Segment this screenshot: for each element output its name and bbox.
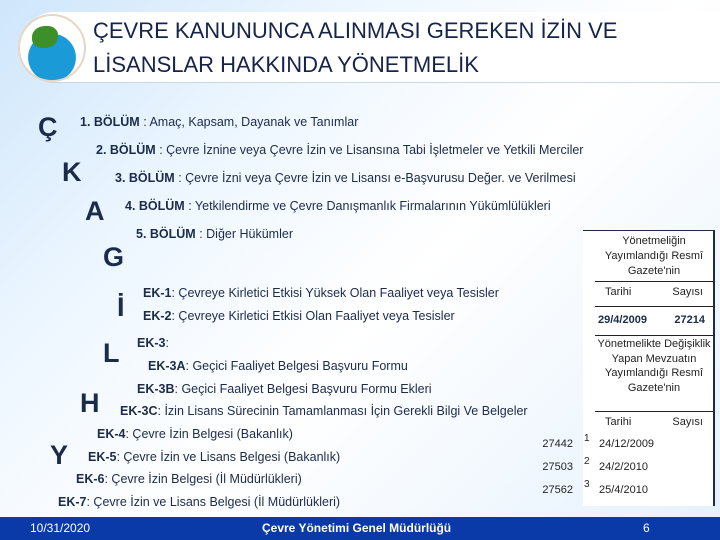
- section-text: : Çevre İzin Belgesi (İl Müdürlükleri): [104, 472, 302, 486]
- gazette-table: [542, 230, 715, 506]
- ministry-logo: [18, 14, 86, 82]
- section-text: : Geçici Faaliyet Belgesi Başvuru Formu: [185, 359, 408, 373]
- section-item: [58, 495, 340, 509]
- section-text: : Amaç, Kapsam, Dayanak ve Tanımlar: [139, 115, 359, 129]
- section-text: : Çevreye Kirletici Etkisi Olan Faaliyet veya Tesisler: [171, 309, 455, 323]
- section-label: 3. BÖLÜM: [115, 171, 175, 185]
- title-line-2: LİSANSLAR HAKKINDA YÖNETMELİK: [93, 52, 479, 77]
- col-no-2: Sayısı: [672, 416, 703, 428]
- section-label: 2. BÖLÜM: [96, 143, 156, 157]
- acronym-letter: G: [103, 242, 125, 272]
- section-label: EK-7: [58, 495, 87, 509]
- section-text: : Çevreye Kirletici Etkisi Yüksek Olan Faaliyet veya Tesisler: [171, 286, 499, 300]
- section-label: 1. BÖLÜM: [80, 115, 140, 129]
- section-label: EK-1: [143, 286, 172, 300]
- section-item: [120, 404, 528, 418]
- section-label: EK-4: [97, 427, 126, 441]
- section-item: [137, 382, 432, 396]
- section-item: [125, 199, 551, 213]
- section-text: : Çevre İzin ve Lisans Belgesi (Bakanlık): [116, 450, 341, 464]
- section-label: EK-3: [137, 336, 166, 350]
- acronym-letter: İ: [117, 292, 125, 322]
- table-header-1: Yönetmeliğin Yayımlandığı Resmî Gazete'nin: [604, 235, 704, 277]
- section-label: 5. BÖLÜM: [136, 227, 196, 241]
- col-date-2: Tarihi: [605, 416, 632, 428]
- section-label: EK-3C: [120, 404, 158, 418]
- section-label: EK-3B: [137, 382, 175, 396]
- row-no: 27442: [542, 438, 573, 450]
- section-label: EK-3A: [148, 359, 186, 373]
- section-label: 4. BÖLÜM: [125, 199, 185, 213]
- acronym-letter: L: [103, 338, 120, 368]
- title-line-1: ÇEVRE KANUNUNCA ALINMASI GEREKEN İZİN VE: [93, 18, 618, 43]
- section-text: : İzin Lisans Sürecinin Tamamlanması İçin Gerekli Bilgi Ve Belgeler: [157, 404, 528, 418]
- acronym-letter: Ç: [38, 112, 58, 142]
- col-date: Tarihi: [605, 286, 632, 298]
- section-item: [96, 143, 583, 157]
- section-text: : Yetkilendirme ve Çevre Danışmanlık Firmalarının Yükümlülükleri: [184, 199, 551, 213]
- section-label: EK-6: [76, 472, 105, 486]
- acronym-letter: Y: [50, 440, 69, 470]
- footer-date: 10/31/2020: [30, 521, 91, 535]
- row-number: 3: [584, 479, 590, 490]
- section-item: [115, 171, 576, 185]
- acronym-letter: K: [62, 157, 82, 187]
- section-text: :: [165, 336, 169, 350]
- row-date: 24/2/2010: [599, 461, 648, 473]
- col-no: Sayısı: [672, 286, 703, 298]
- section-text: : Çevre İzin Belgesi (Bakanlık): [125, 427, 293, 441]
- orig-no: 27214: [674, 314, 705, 326]
- section-item: [137, 336, 169, 350]
- footer: [0, 517, 720, 540]
- row-number: 2: [584, 456, 590, 467]
- row-no: 27562: [542, 484, 573, 496]
- acronym-letter: A: [85, 196, 105, 226]
- section-item: [76, 472, 302, 486]
- section-text: : Diğer Hükümler: [195, 227, 293, 241]
- section-item: [143, 286, 499, 300]
- section-text: : Çevre İzni veya Çevre İzin ve Lisansı e-Başvurusu Değer. ve Verilmesi: [174, 171, 576, 185]
- footer-org: Çevre Yönetimi Genel Müdürlüğü: [262, 521, 452, 535]
- section-text: : Çevre İzin ve Lisans Belgesi (İl Müdürlükleri): [86, 495, 341, 509]
- row-date: 24/12/2009: [599, 438, 655, 450]
- section-item: [88, 450, 340, 464]
- acronym-letter: H: [80, 388, 100, 418]
- section-item: [136, 227, 293, 241]
- page-title: [93, 14, 617, 82]
- section-text: : Geçici Faaliyet Belgesi Başvuru Formu Ekleri: [174, 382, 432, 396]
- section-text: : Çevre İznine veya Çevre İzin ve Lisansına Tabi İşletmeler ve Yetkili Merciler: [155, 143, 584, 157]
- section-item: [148, 359, 408, 373]
- row-number: 1: [584, 433, 590, 444]
- section-item: [97, 427, 293, 441]
- section-item: [143, 309, 455, 323]
- section-item: [80, 115, 358, 129]
- section-label: EK-2: [143, 309, 172, 323]
- section-label: EK-5: [88, 450, 117, 464]
- page-number: 6: [643, 521, 650, 535]
- orig-date: 29/4/2009: [598, 314, 647, 326]
- row-no: 27503: [542, 461, 573, 473]
- row-date: 25/4/2010: [599, 484, 648, 496]
- table-header-2: Yönetmelikte Değişiklik Yapan Mevzuatın Yayımlandığı Resmî Gazete'nin: [597, 338, 711, 394]
